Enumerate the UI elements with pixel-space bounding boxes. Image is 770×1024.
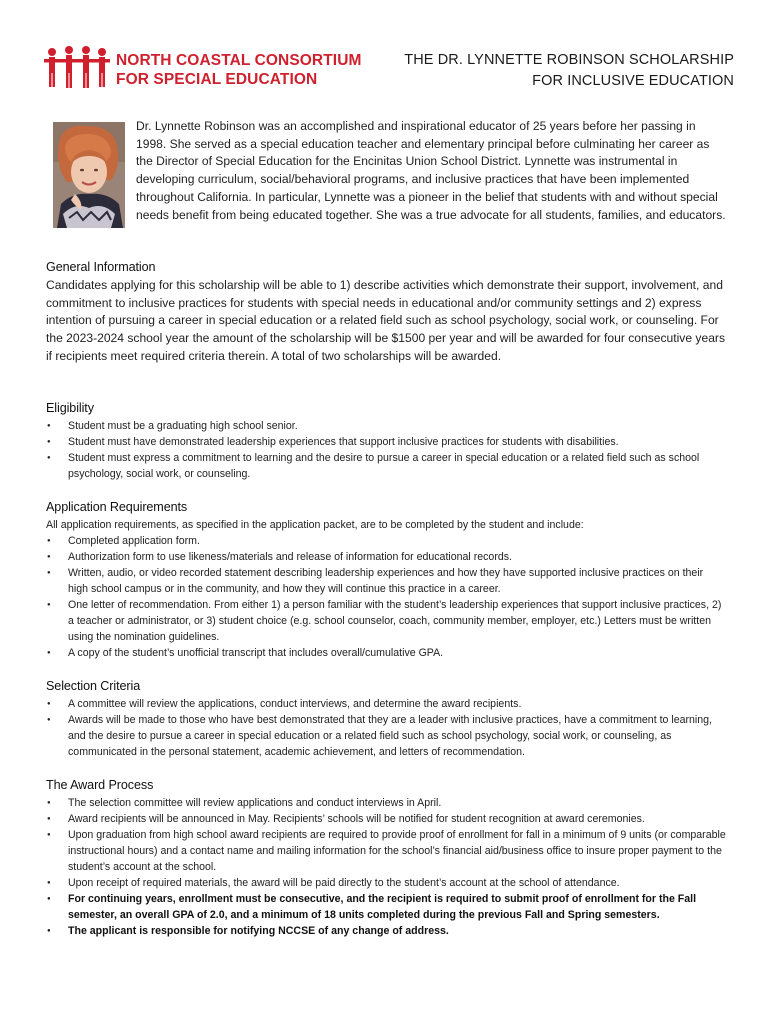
- list-item: ● Upon receipt of required materials, the award will be paid directly to the student’s account at the school of attendance.: [46, 875, 726, 891]
- logo-text: [116, 51, 362, 89]
- list-item: ● Student must express a commitment to learning and the desire to pursue a career in special education or a related field such as school psychology, social work, or counseling.: [46, 450, 726, 482]
- title-line-2: FOR INCLUSIVE EDUCATION: [532, 73, 734, 89]
- nccse-logo: [44, 44, 374, 92]
- award-process-heading: The Award Process: [46, 778, 154, 792]
- list-item: ● Student must be a graduating high school senior.: [46, 418, 726, 434]
- list-item: ● The applicant is responsible for notifying NCCSE of any change of address.: [46, 923, 726, 939]
- eligibility-heading: Eligibility: [46, 401, 94, 415]
- eligibility-list: [46, 418, 726, 482]
- list-item: ● A committee will review the applications, conduct interviews, and determine the award recipients.: [46, 696, 726, 712]
- general-information-text: Candidates applying for this scholarship will be able to 1) describe activities which demonstrate their support, involvement, and commitment to inclusive practices for students with special needs in educational and/or community settings and 2) express intention of pursuing a career in special education or a related field such as school psychology, social work, or counseling. For the 2023-2024 school year the amount of the scholarship will be $1500 per year and will be awarded for four consecutive years if recipients meet required criteria therein. A total of two scholarships will be awarded.: [46, 278, 725, 363]
- list-item: ● Completed application form.: [46, 533, 726, 549]
- award-process-list: [46, 795, 726, 939]
- list-item: ● One letter of recommendation. From either 1) a person familiar with the student’s leadership experiences that support inclusive practices, 2) a teacher or administrator, or 3) student choice (e.g. school counselor, coach, community member, employer, etc.) Letters must be written using the nomination guidelines.: [46, 597, 726, 645]
- application-requirements-heading: Application Requirements: [46, 500, 188, 514]
- list-item: ● The selection committee will review applications and conduct interviews in April.: [46, 795, 726, 811]
- general-information-heading: General Information: [46, 260, 156, 274]
- page-title: [404, 50, 734, 92]
- list-item: ● Authorization form to use likeness/materials and release of information for educational records.: [46, 549, 726, 565]
- application-intro: All application requirements, as specified in the application packet, are to be completed by the student and include:: [46, 519, 584, 531]
- selection-list: [46, 696, 726, 760]
- bio-paragraph: Dr. Lynnette Robinson was an accomplished and inspirational educator of 25 years before her passing in 1998. She served as a special education teacher and elementary principal before culminating her career as the Director of Special Education for the Encinitas Union School District. Lynnette was instrumental in developing curriculum, social/behavioral programs, and inclusive practices that have been implemented throughout California. In particular, Lynnette was a pioneer in the belief that students with and without special needs benefit from being educated together. She was a true advocate for all students, families, and educators.: [136, 119, 726, 222]
- document-header: [44, 44, 734, 94]
- title-line-1: THE DR. LYNNETTE ROBINSON SCHOLARSHIP: [404, 52, 734, 68]
- logo-line-1: NORTH COASTAL CONSORTIUM: [116, 52, 362, 69]
- list-item: ● For continuing years, enrollment must be consecutive, and the recipient is required to submit proof of enrollment for the Fall semester, an overall GPA of 2.0, and a minimum of 18 units completed during the previous Fall and Spring semesters.: [46, 891, 726, 923]
- list-item: ● Award recipients will be announced in May. Recipients’ schools will be notified for student recognition at award ceremonies.: [46, 811, 726, 827]
- list-item: ● Student must have demonstrated leadership experiences that support inclusive practices for students with disabilities.: [46, 434, 726, 450]
- list-item: ● Awards will be made to those who have best demonstrated that they are a leader with inclusive practices, have a commitment to learning, and the desire to pursue a career in special education or a related field such as school psychology, social work, or counseling, as communicated in the personal statement, academic achievement, and letters of recommendation.: [46, 712, 726, 760]
- portrait-photo: [53, 122, 125, 228]
- children-figures-icon: [44, 46, 110, 90]
- list-item: ● A copy of the student’s unofficial transcript that includes overall/cumulative GPA.: [46, 645, 726, 661]
- selection-criteria-heading: Selection Criteria: [46, 679, 141, 693]
- application-list: [46, 533, 726, 661]
- list-item: ● Upon graduation from high school award recipients are required to provide proof of enrollment for fall in a minimum of 9 units (or comparable instructional hours) and a contact name and mailing information for the school’s financial aid/business office to insure proper payment to the student’s account at the school.: [46, 827, 726, 875]
- list-item: ● Written, audio, or video recorded statement describing leadership experiences and how they have supported inclusive practices on their high school campus or in the community, and how they will continue this practice in a career.: [46, 565, 726, 597]
- logo-line-2: FOR SPECIAL EDUCATION: [116, 71, 318, 88]
